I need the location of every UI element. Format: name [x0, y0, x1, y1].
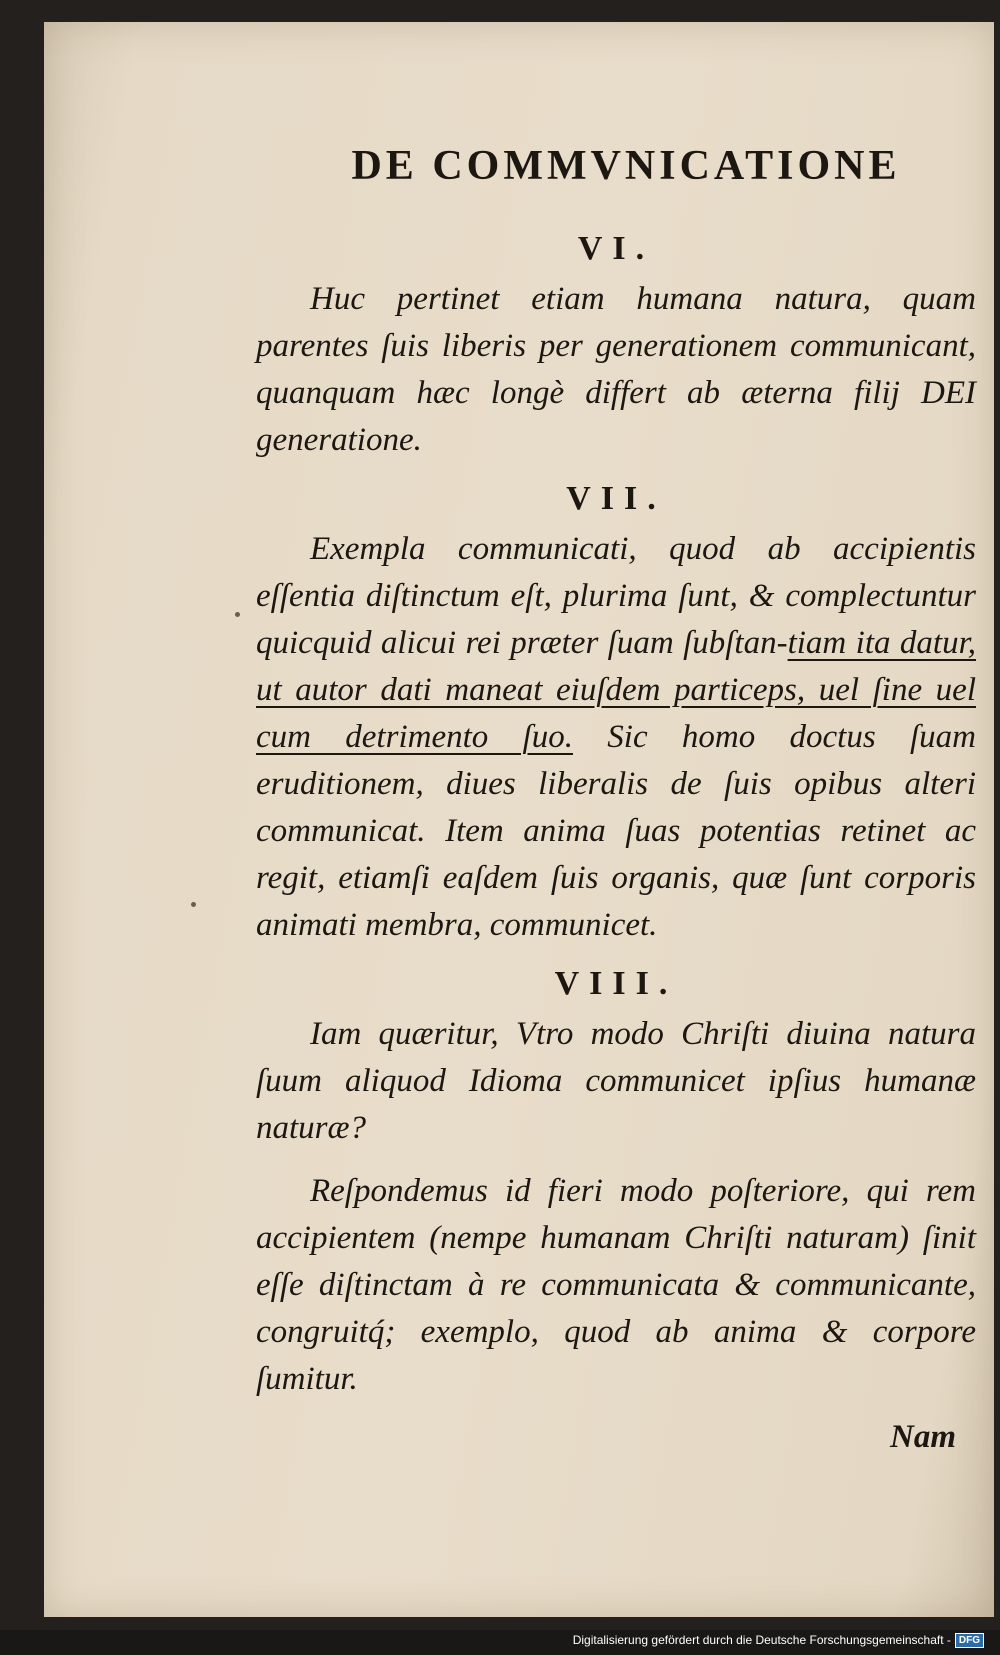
dfg-logo: DFG [955, 1633, 984, 1648]
section-number-viii: VIII. [554, 965, 678, 1002]
paragraph-vi: Huc pertinet etiam humana natura, quam parentes ſuis liberis per generationem communicant, quanquam hæc longè differt ab æterna filij DEI generatione. [256, 281, 976, 458]
credit-text: Digitalisierung gefördert durch die Deutsche Forschungsgemeinschaft - [572, 1633, 951, 1647]
speck [191, 902, 196, 907]
speck [235, 612, 240, 617]
scan-specks [235, 612, 253, 630]
section-number-vi: VI. [577, 230, 655, 267]
underlined-passage: tiam ita datur, ut autor dati maneat eiuſdem particeps, uel ſine uel cum detrimento ſuo. [256, 625, 977, 755]
catchword: Nam [890, 1419, 956, 1455]
book-page [44, 22, 994, 1617]
paragraph-vii-end: Sic homo doctus ſuam eruditionem, diues liberalis de ſuis opibus alteri communicat. Item anima ſuas potentias retinet ac regit, etiamſi eaſdem ſuis organis, quæ ſunt corporis animati membra, communicet. [256, 719, 976, 943]
paragraph-vii-start: Exempla communicati, quod ab accipientis eſſentia diſtinctum eſt, plurima ſunt, & complectuntur quicquid alicui rei præter ſuam ſubſtan- [256, 531, 976, 661]
paragraph-viii-question: Iam quæritur, Vtro modo Chriſti diuina natura ſuum aliquod Idioma communicet ipſius humanæ naturæ? [256, 1016, 976, 1146]
section-number-vii: VII. [566, 480, 666, 517]
page-text-block [256, 142, 976, 1456]
digitization-credit [573, 1629, 984, 1651]
paragraph-vii [256, 526, 976, 949]
running-head: DE COMMVNICATIONE [351, 143, 901, 189]
paragraph-viii-answer: Reſpondemus id fieri modo poſteriore, qui rem accipientem (nempe humanam Chriſti naturam) ſinit eſſe diſtinctam à re communicata & communicante, congruitq́; exemplo, quod ab anima & corpore ſumitur. [256, 1173, 976, 1397]
